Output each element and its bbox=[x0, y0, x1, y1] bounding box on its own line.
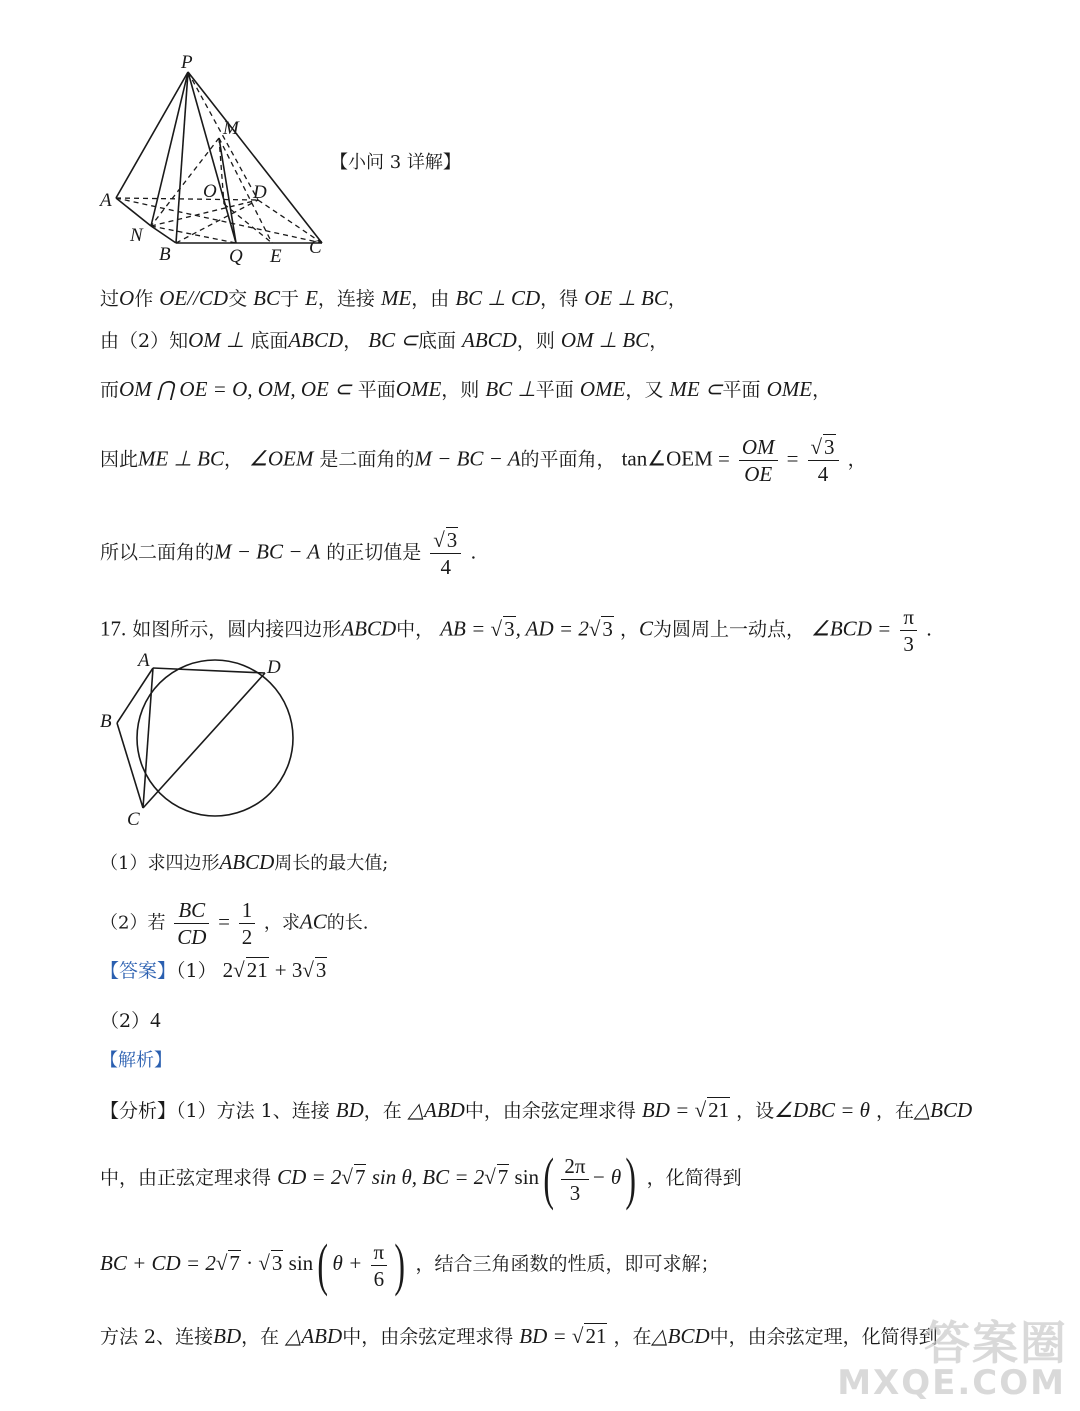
label-D: D bbox=[267, 657, 281, 678]
question-17: 17. 如图所示，圆内接四边形ABCD中， AB = √3, AD = 2√3 ，C为圆周上一动点， ∠BCD = $\frac{\pi}{3}$ . bbox=[100, 605, 933, 656]
watermark-url: MXQE.COM bbox=[837, 1363, 1066, 1403]
label-A: A bbox=[100, 190, 112, 211]
fraction-om-oe: $\frac{OM}{OE}$ bbox=[739, 434, 778, 487]
solution-line-5: 所以二面角的M − BC − A 的正切值是 $\frac{√3}{4}$ . bbox=[100, 528, 477, 579]
jiexi-heading: 【解析】 bbox=[100, 1050, 172, 1071]
fraction-bc-cd: $\frac{BC}{CD}$ bbox=[174, 897, 209, 950]
fraction-1-2: $\frac{1}{2}$ bbox=[239, 897, 256, 950]
fraction-sqrt3-4: $\frac{√3}{4}$ bbox=[808, 434, 839, 487]
label-M: M bbox=[223, 118, 239, 139]
fraction-2pi-3: $\frac{2\pi}{3}$ bbox=[561, 1153, 588, 1206]
solution-line-1: 过O作 OE//CD交 BC于 E，连接 ME，由 BC ⊥ CD，得 OE ⊥ BC， bbox=[100, 286, 687, 310]
fraction-pi-3: $\frac{\pi}{3}$ bbox=[900, 604, 917, 657]
subquestion-2: （2）若 $\frac{BC}{CD}$ = $\frac{1}{2}$ ，求AC的长. bbox=[100, 898, 369, 949]
analysis-line-2: 中，由正弦定理求得 CD = 2√7 sin θ, BC = 2√7 sin( $\frac{2\pi}{3}$ − θ) ，化简得到 bbox=[100, 1146, 742, 1211]
solution-line-2: 由（2）知OM ⊥ 底面ABCD， BC ⊂底面 ABCD，则 OM ⊥ BC， bbox=[100, 328, 669, 352]
label-C: C bbox=[309, 237, 322, 258]
label-E: E bbox=[270, 246, 282, 267]
answer-2: （2）4 bbox=[100, 1008, 161, 1032]
label-N: N bbox=[130, 225, 143, 246]
fraction-pi-6: $\frac{\pi}{6}$ bbox=[371, 1239, 388, 1292]
answer-1: 【答案】（1） 2√21 + 3√3 bbox=[100, 958, 327, 982]
analysis-line-1: 【分析】（1）方法 1、连接 BD，在 △ABD中，由余弦定理求得 BD = √21 ，设∠DBC = θ ，在△BCD bbox=[100, 1098, 973, 1122]
subheading: 【小问 3 详解】 bbox=[330, 152, 461, 173]
label-Q: Q bbox=[229, 246, 243, 267]
label-A: A bbox=[138, 650, 150, 671]
watermark-logo: 答案圈 bbox=[924, 1316, 1068, 1370]
label-C: C bbox=[127, 809, 140, 830]
analysis-line-4: 方法 2、连接BD，在 △ABD中，由余弦定理求得 BD = √21 ，在△BCD中，由余弦定理，化简得到 bbox=[100, 1324, 938, 1348]
pyramid-figure bbox=[96, 52, 336, 270]
analysis-line-3: BC + CD = 2√7 · √3 sin( θ + $\frac{\pi}{6}$ ) ，结合三角函数的性质，即可求解； bbox=[100, 1232, 720, 1297]
subquestion-1: （1）求四边形ABCD周长的最大值; bbox=[100, 850, 389, 874]
solution-line-4: 因此ME ⊥ BC， ∠OEM 是二面角的M − BC − A的平面角， tan∠OEM = $\frac{OM}{OE}$ = $\frac{√3}{4}$ ， bbox=[100, 435, 867, 486]
circle-quadrilateral-figure bbox=[96, 648, 306, 833]
label-B: B bbox=[159, 244, 171, 265]
label-P: P bbox=[181, 52, 193, 73]
label-D: D bbox=[253, 182, 267, 203]
label-B: B bbox=[100, 711, 112, 732]
label-O: O bbox=[203, 181, 217, 202]
solution-line-3: 而OM ⋂ OE = O, OM, OE ⊂ 平面OME，则 BC ⊥平面 OME，又 ME ⊂平面 OME， bbox=[100, 377, 832, 401]
fraction-sqrt3-4-result: $\frac{√3}{4}$ bbox=[430, 527, 461, 580]
